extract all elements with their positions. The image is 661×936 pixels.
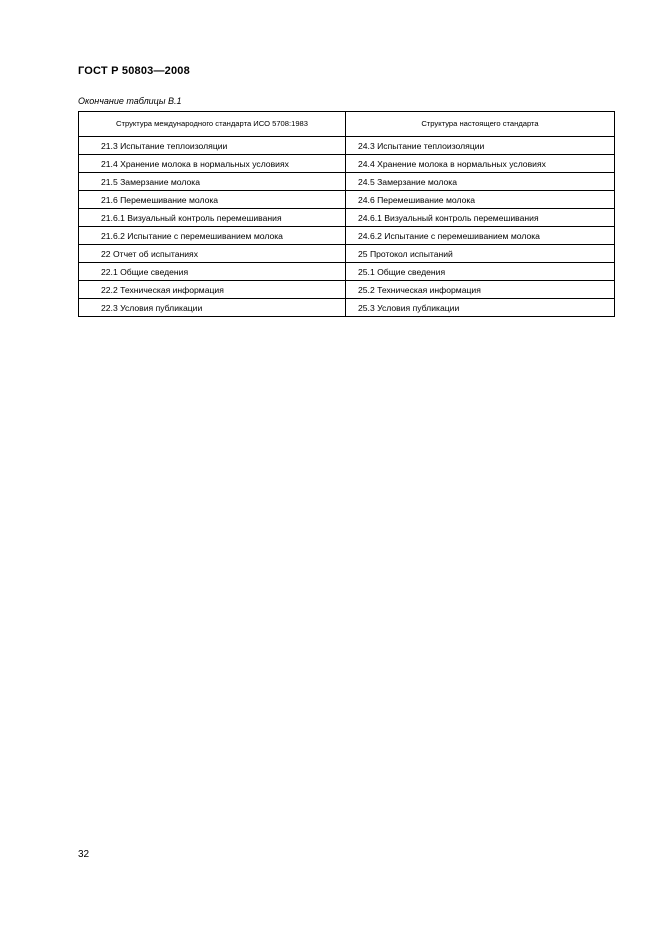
table-row xyxy=(79,299,615,317)
gost-cell: 24.6.2 Испытание с перемешиванием молока xyxy=(346,227,615,245)
iso-cell: 22.3 Условия публикации xyxy=(79,299,346,317)
iso-cell: 21.6.1 Визуальный контроль перемешивания xyxy=(79,209,346,227)
iso-cell: 21.5 Замерзание молока xyxy=(79,173,346,191)
gost-cell: 25.1 Общие сведения xyxy=(346,263,615,281)
gost-cell: 25 Протокол испытаний xyxy=(346,245,615,263)
iso-cell: 21.3 Испытание теплоизоляции xyxy=(79,137,346,155)
table-row xyxy=(79,137,615,155)
table-header-row xyxy=(79,112,615,137)
iso-cell: 22.1 Общие сведения xyxy=(79,263,346,281)
iso-cell: 22.2 Техническая информация xyxy=(79,281,346,299)
table-row xyxy=(79,263,615,281)
iso-cell: 21.4 Хранение молока в нормальных условиях xyxy=(79,155,346,173)
table-row xyxy=(79,173,615,191)
iso-cell: 21.6 Перемешивание молока xyxy=(79,191,346,209)
gost-cell: 24.3 Испытание теплоизоляции xyxy=(346,137,615,155)
document-header: ГОСТ Р 50803—2008 xyxy=(78,65,190,77)
table-row xyxy=(79,245,615,263)
table-row xyxy=(79,155,615,173)
column-header-iso: Структура международного стандарта ИСО 5708:1983 xyxy=(79,112,346,137)
structure-comparison-table xyxy=(78,111,615,317)
gost-cell: 24.5 Замерзание молока xyxy=(346,173,615,191)
gost-cell: 24.6.1 Визуальный контроль перемешивания xyxy=(346,209,615,227)
page-number: 32 xyxy=(78,849,90,860)
table-caption: Окончание таблицы В.1 xyxy=(78,96,182,106)
gost-cell: 25.2 Техническая информация xyxy=(346,281,615,299)
table-row xyxy=(79,281,615,299)
table-row xyxy=(79,209,615,227)
table-row xyxy=(79,227,615,245)
gost-cell: 24.4 Хранение молока в нормальных условиях xyxy=(346,155,615,173)
column-header-gost: Структура настоящего стандарта xyxy=(346,112,615,137)
gost-cell: 24.6 Перемешивание молока xyxy=(346,191,615,209)
iso-cell: 22 Отчет об испытаниях xyxy=(79,245,346,263)
iso-cell: 21.6.2 Испытание с перемешиванием молока xyxy=(79,227,346,245)
gost-cell: 25.3 Условия публикации xyxy=(346,299,615,317)
table-row xyxy=(79,191,615,209)
